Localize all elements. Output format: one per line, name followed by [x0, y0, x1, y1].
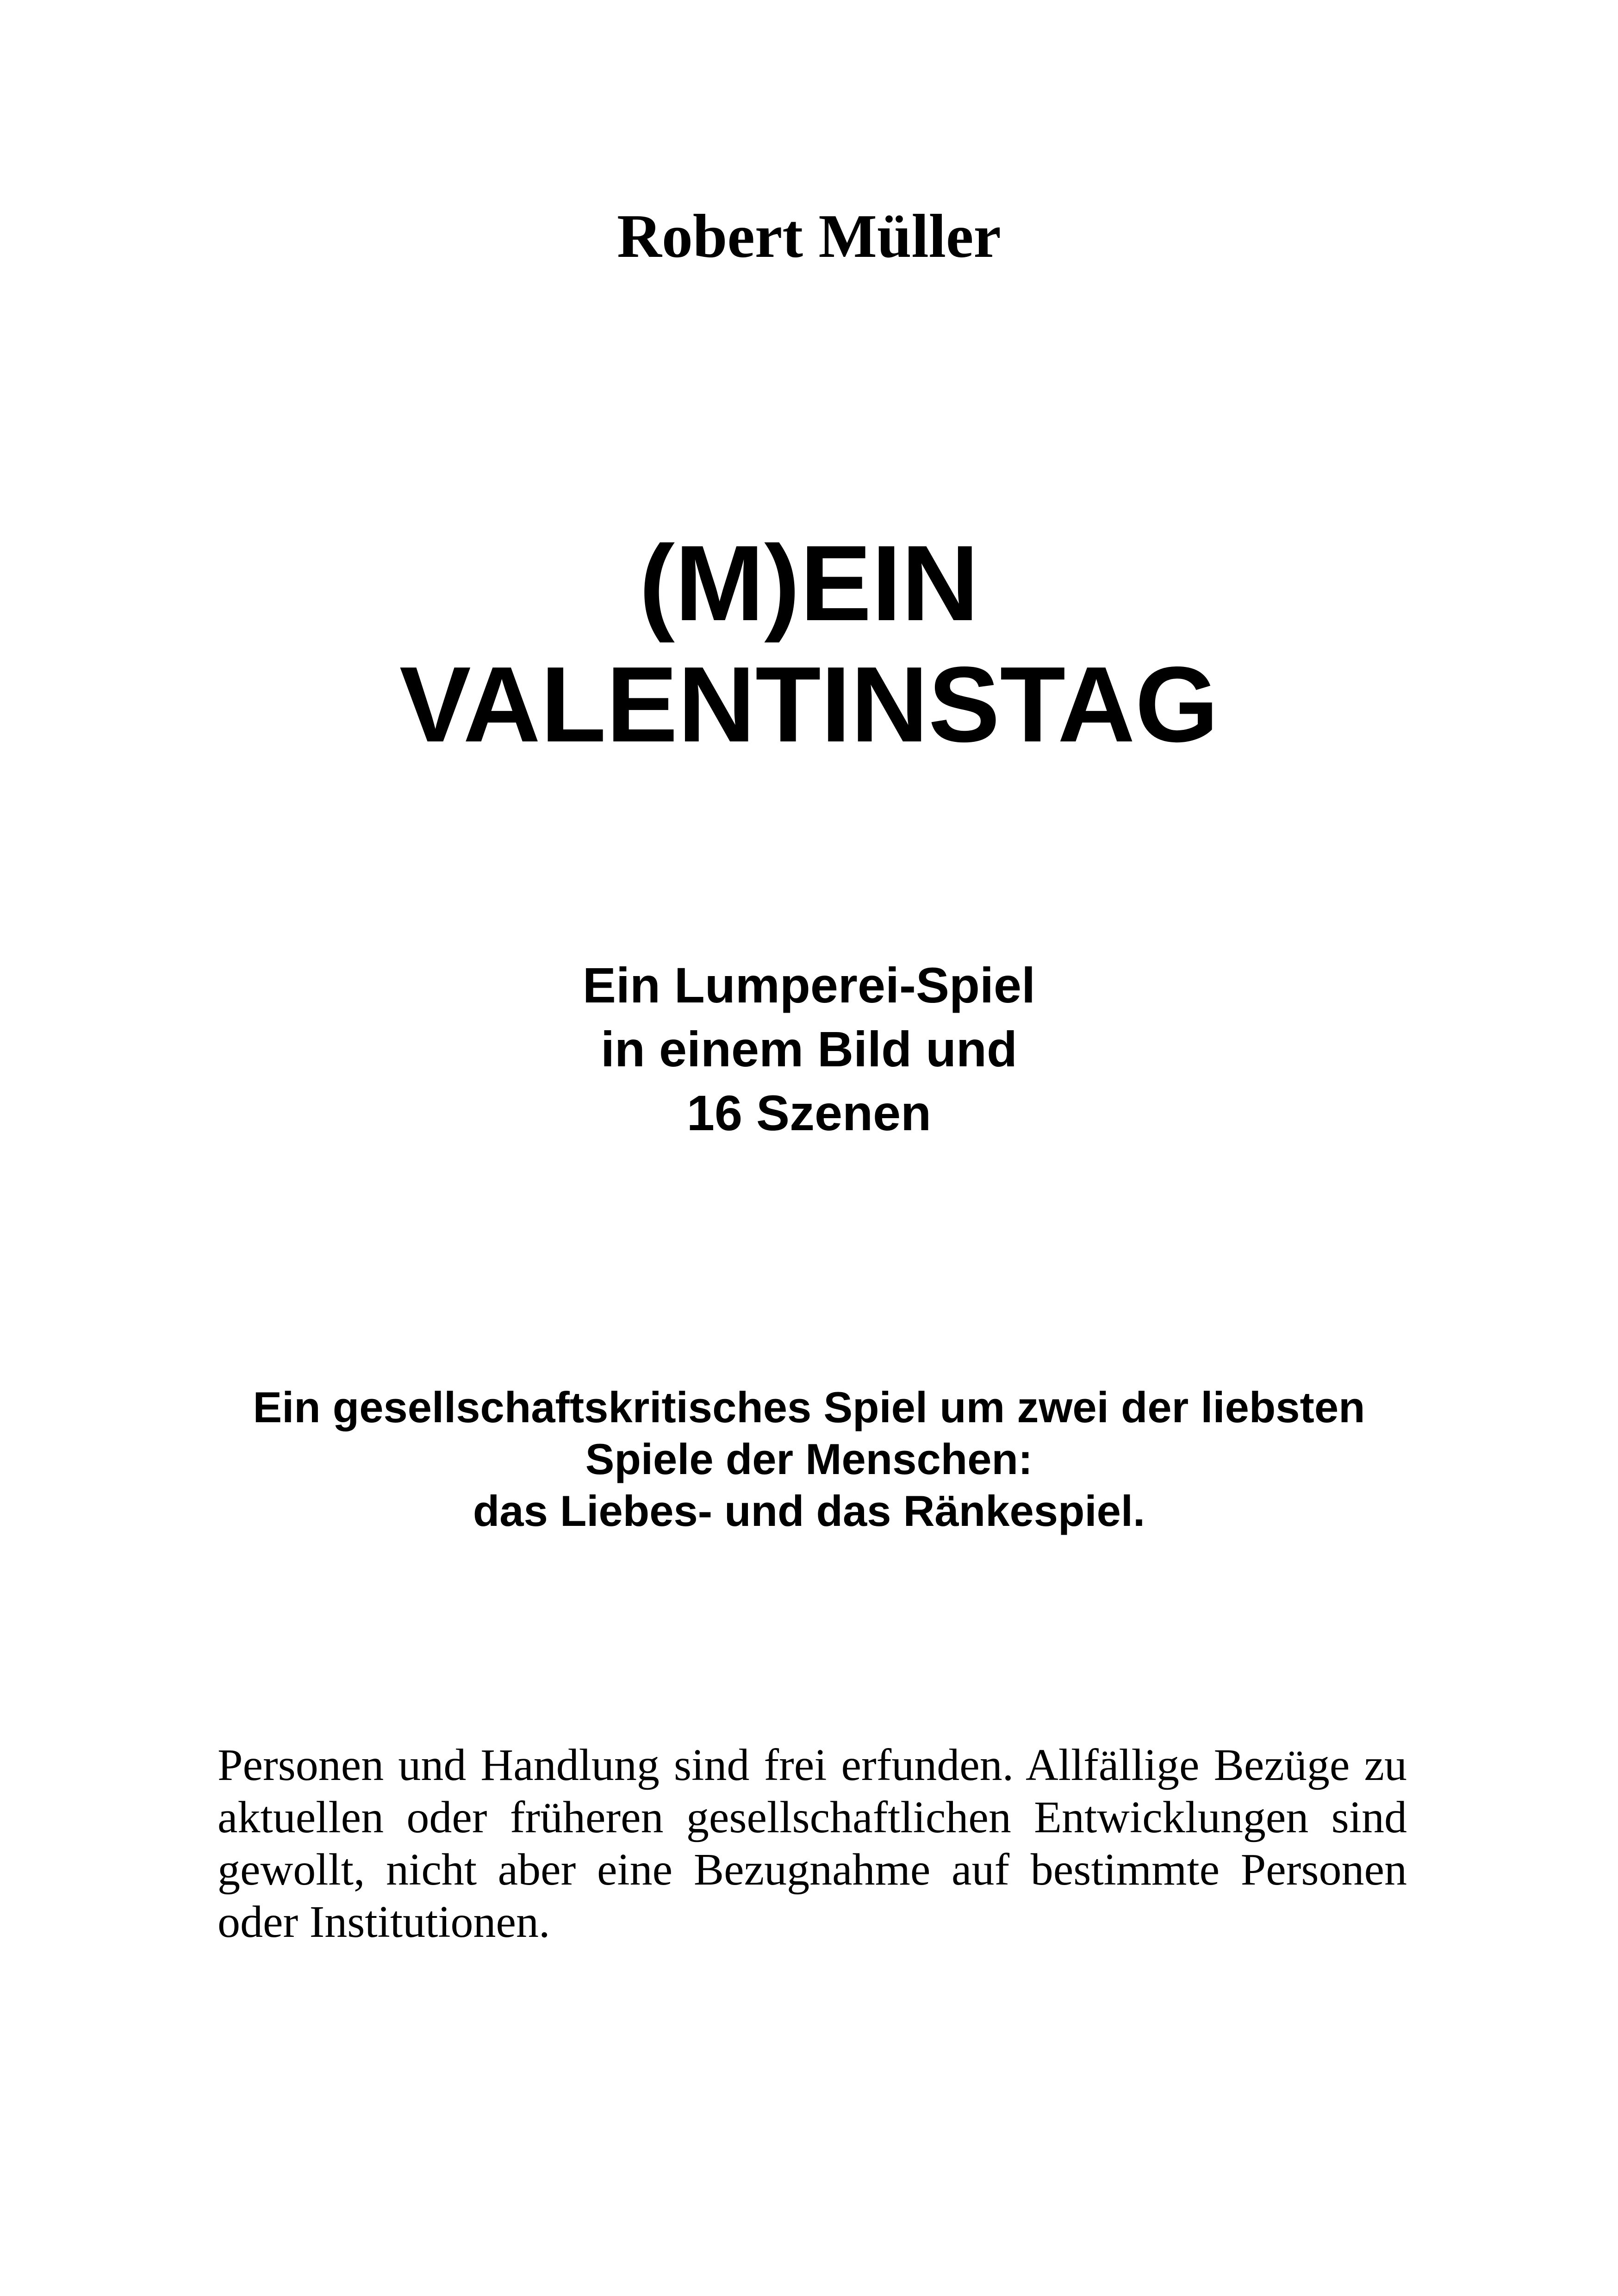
tagline-line-3: das Liebes- und das Ränkespiel. — [473, 1487, 1145, 1535]
subtitle-line-1: Ein Lumperei-Spiel — [582, 957, 1036, 1013]
title-line-2: VALENTINSTAG — [399, 645, 1219, 765]
document-subtitle — [0, 953, 1618, 1145]
document-title — [0, 523, 1618, 765]
subtitle-line-2: in einem Bild und — [600, 1021, 1018, 1077]
title-line-1: (M)EIN — [639, 523, 979, 643]
tagline-line-1: Ein gesellschaftskritisches Spiel um zwei der liebsten — [253, 1383, 1365, 1431]
disclaimer-paragraph: Personen und Handlung sind frei erfunden. Allfällige Bezüge zu aktuellen oder früheren gesellschaftlichen Entwicklungen sind gewollt, nicht aber eine Bezugnahme auf bestimmte Personen oder Institutionen. — [218, 1740, 1407, 1947]
tagline — [0, 1381, 1618, 1537]
author-name: Robert Müller — [617, 202, 1001, 270]
tagline-line-2: Spiele der Menschen: — [585, 1435, 1033, 1483]
subtitle-line-3: 16 Szenen — [686, 1085, 932, 1141]
